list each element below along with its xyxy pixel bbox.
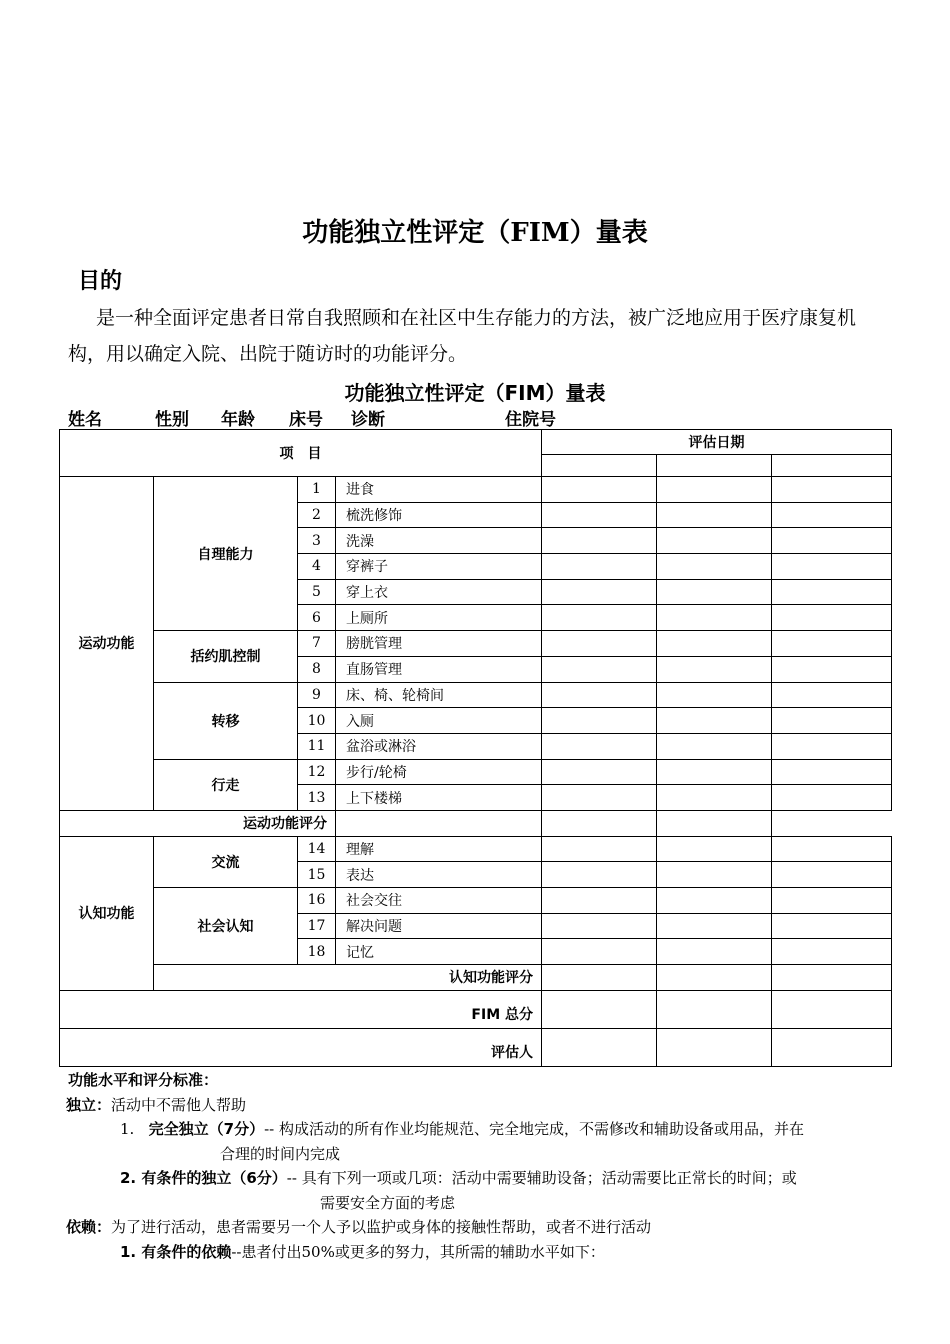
note-item-1-cont: 合理的时间内完成 <box>220 1144 341 1163</box>
score-cell[interactable] <box>657 554 772 580</box>
item-name: 记忆 <box>336 939 542 965</box>
field-age: 年龄 <box>221 410 255 430</box>
sphincter-label: 括约肌控制 <box>154 631 298 682</box>
field-diagnosis: 诊断 <box>351 410 385 430</box>
note-bold: 1. 有条件的依赖 <box>120 1242 232 1261</box>
note-item-2-cont: 需要安全方面的考虑 <box>320 1193 456 1212</box>
item-name: 穿裤子 <box>336 554 542 580</box>
score-cell[interactable] <box>657 579 772 605</box>
date-cell[interactable] <box>657 455 772 477</box>
item-name: 表达 <box>336 862 542 888</box>
score-cell[interactable] <box>336 810 542 836</box>
header-date: 评估日期 <box>542 430 892 455</box>
item-number: 9 <box>298 682 336 708</box>
score-cell[interactable] <box>772 888 892 914</box>
item-number: 3 <box>298 528 336 554</box>
item-number: 7 <box>298 631 336 657</box>
item-number: 11 <box>298 733 336 759</box>
note-independent <box>66 1093 898 1118</box>
item-name: 入厕 <box>336 708 542 734</box>
item-name: 盆浴或淋浴 <box>336 733 542 759</box>
header-item: 项 目 <box>60 430 542 477</box>
score-cell[interactable] <box>657 528 772 554</box>
document-title: 功能独立性评定（FIM）量表 <box>302 218 648 248</box>
note-label: 依赖： <box>66 1218 112 1236</box>
score-cell[interactable] <box>542 502 657 528</box>
note-bold: 完全独立（7分） <box>148 1120 265 1138</box>
cognitive-label: 认知功能 <box>60 836 154 990</box>
assessor-label: 评估人 <box>60 1028 542 1066</box>
score-cell[interactable] <box>657 888 772 914</box>
purpose-heading: 目的 <box>78 269 123 294</box>
score-cell[interactable] <box>772 477 892 503</box>
score-cell[interactable] <box>657 605 772 631</box>
note-bold: 2. 有条件的独立（6分） <box>120 1169 287 1187</box>
score-cell[interactable] <box>772 913 892 939</box>
field-name: 姓名 <box>68 410 102 430</box>
item-number: 5 <box>298 579 336 605</box>
note-text: -- 具有下列一项或几项：活动中需要辅助设备；活动需要比正常长的时间；或 <box>286 1169 797 1187</box>
score-cell[interactable] <box>542 939 657 965</box>
score-cell[interactable] <box>542 913 657 939</box>
score-cell[interactable] <box>542 862 657 888</box>
score-cell[interactable] <box>657 990 772 1028</box>
score-cell[interactable] <box>772 502 892 528</box>
fim-total-label: FIM 总分 <box>60 990 542 1028</box>
scoring-notes <box>68 1068 898 1264</box>
item-number: 10 <box>298 708 336 734</box>
score-cell[interactable] <box>772 656 892 682</box>
score-cell[interactable] <box>772 605 892 631</box>
score-cell[interactable] <box>772 579 892 605</box>
score-cell[interactable] <box>542 785 657 811</box>
item-number: 8 <box>298 656 336 682</box>
item-number: 18 <box>298 939 336 965</box>
note-text: --患者付出50%或更多的努力，其所需的辅助水平如下： <box>231 1242 605 1261</box>
item-number: 14 <box>298 836 336 862</box>
score-cell[interactable] <box>772 708 892 734</box>
field-sex: 性别 <box>155 410 189 430</box>
score-cell[interactable] <box>542 605 657 631</box>
score-cell[interactable] <box>772 785 892 811</box>
score-cell[interactable] <box>542 708 657 734</box>
score-cell[interactable] <box>542 579 657 605</box>
score-cell[interactable] <box>542 810 657 836</box>
item-name: 洗澡 <box>336 528 542 554</box>
score-cell[interactable] <box>542 759 657 785</box>
score-cell[interactable] <box>657 733 772 759</box>
date-cell[interactable] <box>772 455 892 477</box>
score-cell[interactable] <box>542 965 657 991</box>
item-number: 2 <box>298 502 336 528</box>
fim-table <box>59 429 892 1067</box>
item-number: 6 <box>298 605 336 631</box>
motor-score-label: 运动功能评分 <box>60 810 336 836</box>
notes-heading: 功能水平和评分标准： <box>68 1071 219 1089</box>
item-number: 12 <box>298 759 336 785</box>
score-cell[interactable] <box>657 631 772 657</box>
item-name: 上厕所 <box>336 605 542 631</box>
score-cell[interactable] <box>542 682 657 708</box>
score-cell[interactable] <box>772 836 892 862</box>
score-cell[interactable] <box>542 477 657 503</box>
score-cell[interactable] <box>542 836 657 862</box>
score-cell[interactable] <box>772 528 892 554</box>
note-item-1 <box>120 1117 898 1142</box>
walk-label: 行走 <box>154 759 298 810</box>
date-cell[interactable] <box>542 455 657 477</box>
item-name: 进食 <box>336 477 542 503</box>
score-cell[interactable] <box>772 939 892 965</box>
note-text: 为了进行活动，患者需要另一个人予以监护或身体的接触性帮助，或者不进行活动 <box>111 1218 652 1236</box>
score-cell[interactable] <box>657 965 772 991</box>
score-cell[interactable] <box>657 656 772 682</box>
assessor-cell[interactable] <box>657 1028 772 1066</box>
score-cell[interactable] <box>542 990 657 1028</box>
item-name: 梳洗修饰 <box>336 502 542 528</box>
cognitive-score-label: 认知功能评分 <box>154 965 542 991</box>
item-number: 13 <box>298 785 336 811</box>
item-name: 社会交往 <box>336 888 542 914</box>
score-cell[interactable] <box>772 990 892 1028</box>
field-admission: 住院号 <box>505 410 556 430</box>
item-number: 1 <box>298 477 336 503</box>
note-label: 独立： <box>66 1095 112 1114</box>
score-cell[interactable] <box>772 554 892 580</box>
score-cell[interactable] <box>657 759 772 785</box>
item-number: 16 <box>298 888 336 914</box>
note-text: -- 构成活动的所有作业均能规范、完全地完成，不需修改和辅助设备或用品，并在 <box>264 1120 804 1138</box>
item-name: 穿上衣 <box>336 579 542 605</box>
score-cell[interactable] <box>542 631 657 657</box>
score-cell[interactable] <box>657 477 772 503</box>
item-name: 直肠管理 <box>336 656 542 682</box>
score-cell[interactable] <box>542 733 657 759</box>
item-name: 理解 <box>336 836 542 862</box>
transfer-label: 转移 <box>154 682 298 759</box>
score-cell[interactable] <box>657 939 772 965</box>
score-cell[interactable] <box>657 913 772 939</box>
item-number: 17 <box>298 913 336 939</box>
score-cell[interactable] <box>542 528 657 554</box>
score-cell[interactable] <box>772 965 892 991</box>
note-item-3 <box>120 1240 898 1265</box>
note-text: 活动中不需他人帮助 <box>111 1095 247 1114</box>
item-name: 上下楼梯 <box>336 785 542 811</box>
score-cell[interactable] <box>542 656 657 682</box>
item-name: 解决问题 <box>336 913 542 939</box>
selfcare-label: 自理能力 <box>154 477 298 631</box>
score-cell[interactable] <box>772 682 892 708</box>
score-cell[interactable] <box>772 733 892 759</box>
purpose-text: 是一种全面评定患者日常自我照顾和在社区中生存能力的方法，被广泛地应用于医疗康复机构，用以确定入院、出院于随访时的功能评分。 <box>68 307 857 365</box>
score-cell[interactable] <box>542 888 657 914</box>
item-name: 床、椅、轮椅间 <box>336 682 542 708</box>
score-cell[interactable] <box>657 502 772 528</box>
score-cell[interactable] <box>657 785 772 811</box>
score-cell[interactable] <box>772 759 892 785</box>
score-cell[interactable] <box>657 682 772 708</box>
score-cell[interactable] <box>657 836 772 862</box>
score-cell[interactable] <box>542 554 657 580</box>
assessor-cell[interactable] <box>772 1028 892 1066</box>
item-name: 步行/轮椅 <box>336 759 542 785</box>
motor-label: 运动功能 <box>60 477 154 811</box>
social-label: 社会认知 <box>154 888 298 965</box>
communication-label: 交流 <box>154 836 298 887</box>
field-bed: 床号 <box>289 410 323 430</box>
item-number: 15 <box>298 862 336 888</box>
note-dependent <box>66 1215 898 1240</box>
note-item-2 <box>120 1166 898 1191</box>
note-number: 1. <box>120 1120 135 1138</box>
score-cell[interactable] <box>657 810 772 836</box>
score-cell[interactable] <box>772 631 892 657</box>
assessor-cell[interactable] <box>542 1028 657 1066</box>
form-title: 功能独立性评定（FIM）量表 <box>344 381 606 405</box>
score-cell[interactable] <box>657 862 772 888</box>
score-cell[interactable] <box>657 708 772 734</box>
item-name: 膀胱管理 <box>336 631 542 657</box>
score-cell[interactable] <box>772 862 892 888</box>
item-number: 4 <box>298 554 336 580</box>
